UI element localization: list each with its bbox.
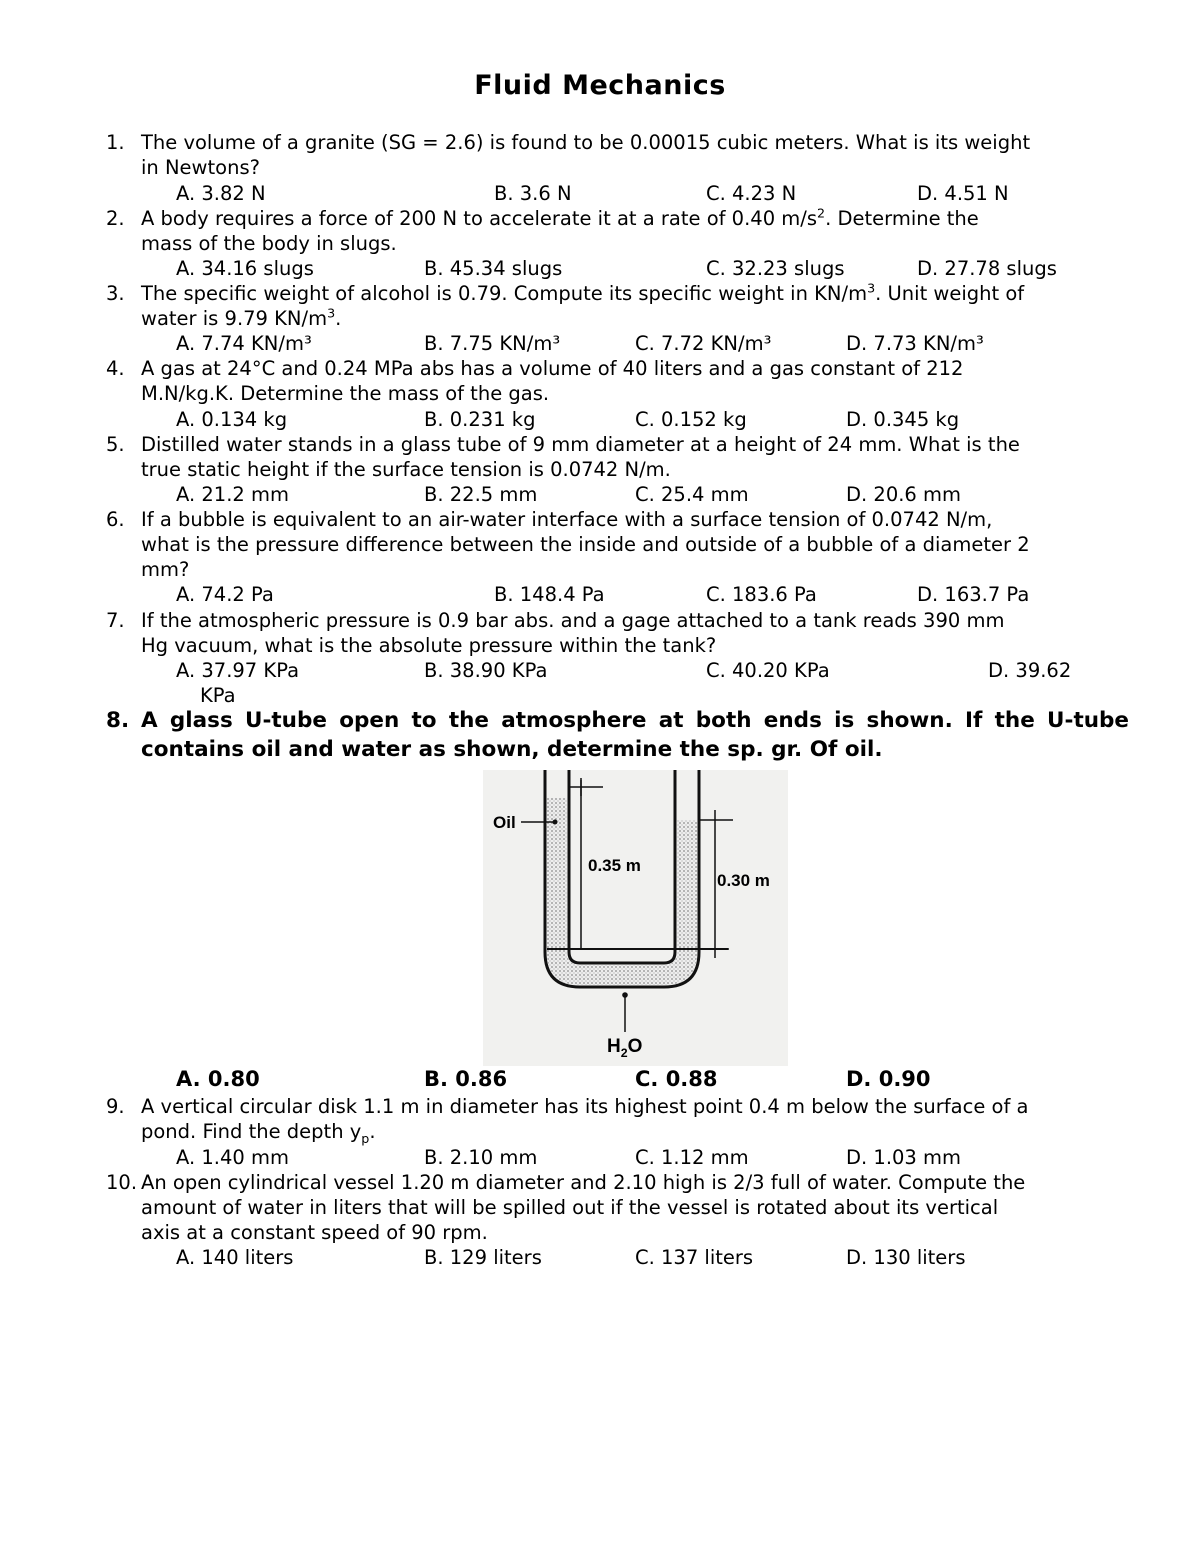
question-number: 4. (106, 357, 125, 380)
u-tube-diagram (483, 770, 788, 1066)
question-10-line-2: amount of water in liters that will be spilled out if the vessel is rotated about its vertical (141, 1196, 999, 1219)
question-10-line-1: An open cylindrical vessel 1.20 m diameter and 2.10 high is 2/3 full of water. Compute the (141, 1171, 1026, 1194)
option-d: D. 20.6 mm (846, 483, 962, 506)
question-6-line-1: If a bubble is equivalent to an air-water interface with a surface tension of 0.0742 N/m, (141, 508, 993, 531)
question-number: 10. (106, 1171, 138, 1194)
question-5-line-2: true static height if the surface tension is 0.0742 N/m. (141, 458, 671, 481)
option-a: A. 37.97 KPa (176, 659, 300, 682)
u-tube-figure (483, 770, 788, 1066)
option-a: A. 0.134 kg (176, 408, 288, 431)
question-7-line-1: If the atmospheric pressure is 0.9 bar abs. and a gage attached to a tank reads 390 mm (141, 609, 1005, 632)
option-c: C. 25.4 mm (635, 483, 749, 506)
option-c: C. 183.6 Pa (706, 583, 817, 606)
option-b: B. 129 liters (424, 1246, 542, 1269)
question-2-line-2: mass of the body in slugs. (141, 232, 397, 255)
option-c: C. 0.88 (635, 1067, 718, 1091)
question-3-line-2: water is 9.79 $KN/m^3$. (141, 305, 342, 330)
water-label: $H_2O$ (607, 1036, 643, 1060)
option-a: A. 34.16 slugs (176, 257, 314, 280)
option-d: D. 130 liters (846, 1246, 966, 1269)
question-4-line-2: M.N/kg.K. Determine the mass of the gas. (141, 382, 550, 405)
option-d: D. 7.73 KN/m³ (846, 332, 984, 355)
option-a: A. 21.2 mm (176, 483, 290, 506)
option-a: A. 3.82 N (176, 182, 266, 205)
option-b: B. 45.34 slugs (424, 257, 563, 280)
question-3-line-1: The specific weight of alcohol is 0.79. Compute its specific weight in $KN/m^3$. Unit weight of (141, 280, 1025, 305)
option-d-wrap: KPa (200, 684, 236, 707)
option-a: A. 74.2 Pa (176, 583, 274, 606)
question-6-line-2: what is the pressure difference between the inside and outside of a bubble of a diameter 2 (141, 533, 1030, 556)
option-b: B. 7.75 KN/m³ (424, 332, 561, 355)
question-8-text: A glass U-tube open to the atmosphere at both ends is shown. If the U-tube contains oil and water as shown, determine the sp. gr. Of oil. (141, 708, 1129, 762)
option-c: C. 0.152 kg (635, 408, 747, 431)
option-c: C. 4.23 N (706, 182, 797, 205)
option-b: B. 0.86 (424, 1067, 508, 1091)
question-number: 3. (106, 282, 125, 305)
option-d: D. 1.03 mm (846, 1146, 962, 1169)
option-d: D. 0.90 (846, 1067, 931, 1091)
option-c: C. 32.23 slugs (706, 257, 845, 280)
question-6-line-3: mm? (141, 558, 190, 581)
left-dimension-label: 0.35 m (588, 856, 641, 875)
option-b: B. 2.10 mm (424, 1146, 538, 1169)
question-4-line-1: A gas at 24°C and 0.24 MPa abs has a volume of 40 liters and a gas constant of 212 (141, 357, 964, 380)
question-10-line-3: axis at a constant speed of 90 rpm. (141, 1221, 488, 1244)
question-9-line-1: A vertical circular disk 1.1 m in diameter has its highest point 0.4 m below the surface of a (141, 1095, 1029, 1118)
option-b: B. 148.4 Pa (494, 583, 605, 606)
option-a: A. 1.40 mm (176, 1146, 290, 1169)
question-2-line-1: A body requires a force of 200 N to accelerate it at a rate of 0.40 $m/s^2$. Determine the (141, 205, 979, 230)
option-b: B. 0.231 kg (424, 408, 536, 431)
option-a: A. 140 liters (176, 1246, 294, 1269)
question-7-line-2: Hg vacuum, what is the absolute pressure within the tank? (141, 634, 717, 657)
question-1-line-1: The volume of a granite (SG = 2.6) is found to be 0.00015 cubic meters. What is its weight (141, 131, 1031, 154)
option-c: C. 137 liters (635, 1246, 754, 1269)
option-d: D. 163.7 Pa (917, 583, 1030, 606)
option-c: C. 40.20 KPa (706, 659, 830, 682)
question-number: 7. (106, 609, 125, 632)
option-b: B. 3.6 N (494, 182, 572, 205)
right-dimension-label: 0.30 m (717, 871, 770, 890)
page-title: Fluid Mechanics (474, 70, 726, 101)
option-d: D. 39.62 (988, 659, 1072, 682)
option-d: D. 0.345 kg (846, 408, 960, 431)
question-number: 1. (106, 131, 125, 154)
question-number: 5. (106, 433, 125, 456)
option-b: B. 38.90 KPa (424, 659, 548, 682)
question-number: 8. (106, 708, 130, 733)
question-number: 6. (106, 508, 125, 531)
option-c: C. 7.72 KN/m³ (635, 332, 772, 355)
option-c: C. 1.12 mm (635, 1146, 749, 1169)
question-number: 2. (106, 207, 125, 230)
oil-leader-dot (553, 820, 558, 825)
question-1-line-2: in Newtons? (141, 156, 260, 179)
option-d: D. 4.51 N (917, 182, 1009, 205)
question-number: 9. (106, 1095, 125, 1118)
oil-label: Oil (493, 813, 516, 832)
option-b: B. 22.5 mm (424, 483, 538, 506)
option-a: A. 0.80 (176, 1067, 260, 1091)
question-5-line-1: Distilled water stands in a glass tube of 9 mm diameter at a height of 24 mm. What is the (141, 433, 1020, 456)
question-9-line-2: pond. Find the depth $y_p$. (141, 1120, 376, 1146)
option-d: D. 27.78 slugs (917, 257, 1057, 280)
option-a: A. 7.74 KN/m³ (176, 332, 312, 355)
